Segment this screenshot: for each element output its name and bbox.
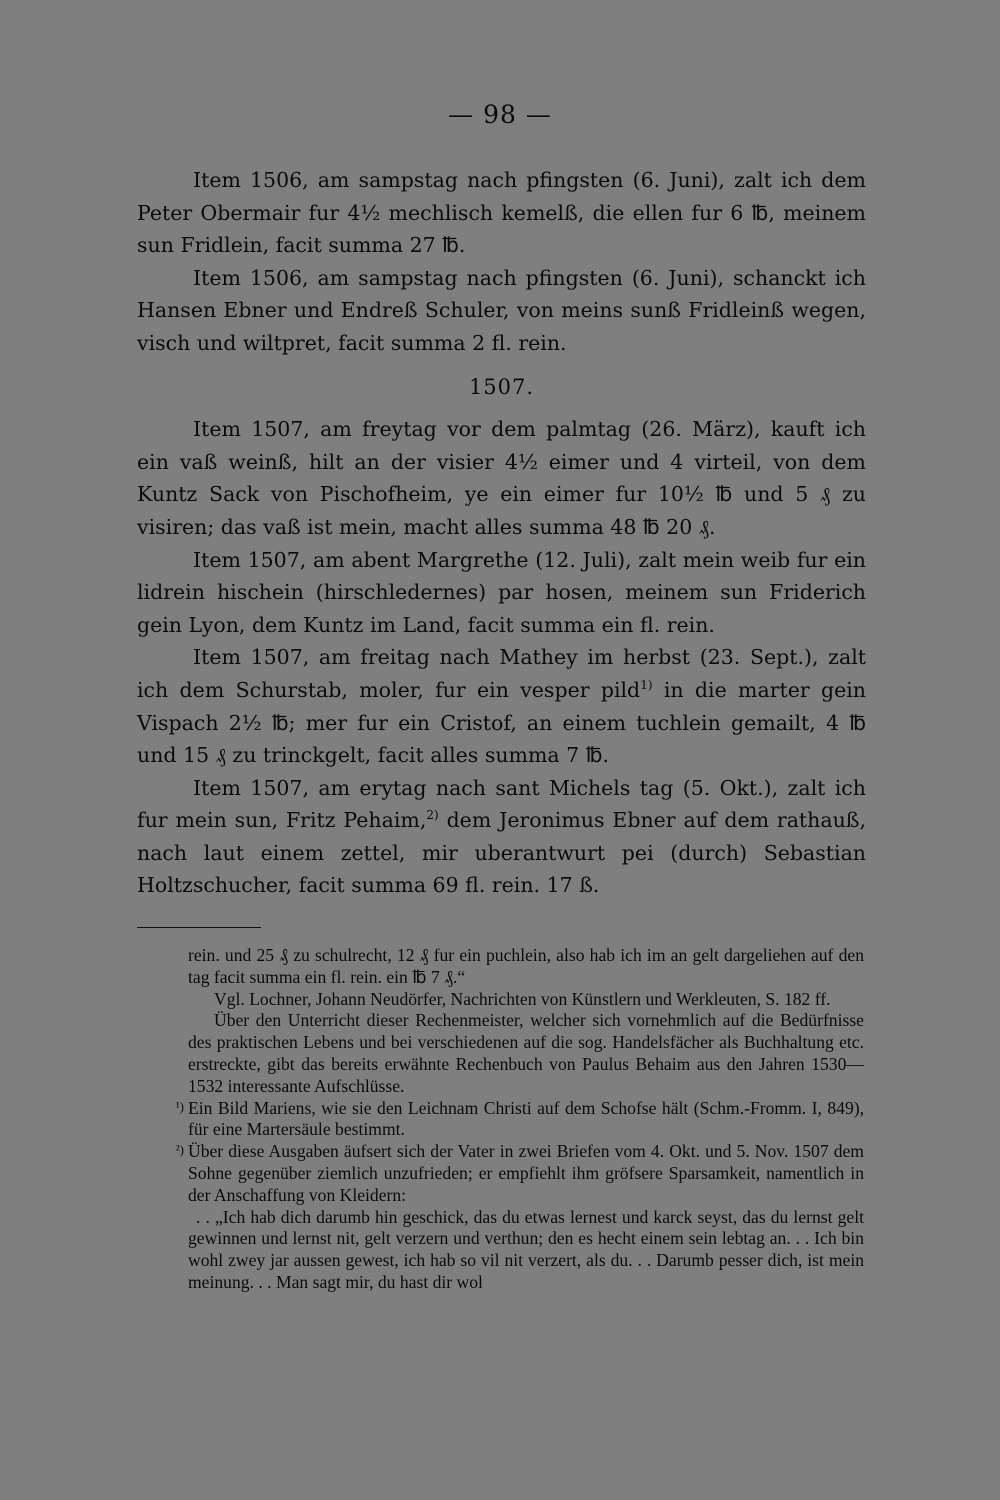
entry-text: Item 1507, am freitag nach Mathey im herbst (23. Sept.), zalt ich dem Schurstab, moler, fur ein vesper pild [137, 645, 866, 702]
entry-1507-b: Item 1507, am abent Margrethe (12. Juli), zalt mein weib fur ein lidrein hischein (hirschledernes) par hosen, meinem sun Friderich gein Lyon, dem Kuntz im Land, facit summa ein fl. rein. [137, 547, 866, 637]
footnote-1-text: Ein Bild Mariens, wie sie den Leichnam Christi auf dem Schofse hält (Schm.-Fromm. I, 849), für eine Martersäule bestimmt. [188, 1097, 864, 1140]
footnotes [175, 945, 864, 1294]
footnote-2-quote: . . „Ich hab dich darumb hin geschick, das du etwas lernest und karck seyst, das du lernst gelt gewinnen und lernst nit, gelt verzern und verthun; den es hecht einem sein lebtag an. . . Ich bin wohl zwey jar aussen gewest, ich hab so vil nit verzert, als du. . . Darumb pesser dich, ist mein meinung. . . Man sagt mir, du hast dir wol [188, 1206, 864, 1292]
entry-1507-a: Item 1507, am freytag vor dem palmtag (26. März), kauft ich ein vaß weinß, hilt an der visier 4½ eimer und 4 virteil, von dem Kuntz Sack von Pischofheim, ye ein eimer fur 10½ ℔ und 5 ₰ zu visiren; das vaß ist mein, macht alles summa 48 ℔ 20 ₰. [137, 417, 866, 539]
footnote-2-mark: ²) [175, 1142, 184, 1158]
entry-text: Item 1507, am erytag nach sant Michels tag (5. Okt.), zalt ich fur mein sun, Fritz Pehaim, [137, 775, 866, 833]
footnote-2-text: Über diese Ausgaben äufsert sich der Vater in zwei Briefen vom 4. Okt. und 5. Nov. 1507 dem Sohne gegenüber ziemlich unzufrieden; er empfiehlt ihm gröfsere Sparsamkeit, namentlich in der Anschaffung von Kleidern: [188, 1141, 864, 1205]
entry-1507-c [137, 641, 866, 771]
footnote-1 [175, 1097, 864, 1142]
main-text [137, 164, 866, 902]
entry-1506-a: Item 1506, am sampstag nach pfingsten (6. Juni), zalt ich dem Peter Obermair fur 4½ mechlisch kemelß, die ellen fur 6 ℔, meinem sun Fridlein, facit summa 27 ℔. [137, 168, 866, 258]
footnote-rule [137, 927, 261, 928]
entry-text: dem Jeronimus Ebner auf dem rathauß, nach laut einem zettel, mir uberantwurt pei (durch) Sebastian Holtzschucher, facit summa 69 fl. rein. 17 ß. [137, 808, 866, 898]
page-number: — 98 — [448, 100, 552, 129]
entry-1506-b: Item 1506, am sampstag nach pfingsten (6. Juni), schanckt ich Hansen Ebner und Endreß Schuler, von meins sunß Fridleinß wegen, visch und wiltpret, facit summa 2 fl. rein. [137, 265, 866, 355]
footnote-ref-2: 2) [426, 808, 439, 823]
footnote-unterricht: Über den Unterricht dieser Rechenmeister, welcher sich vornehmlich auf die Bedürfnisse des praktischen Lebens und bei verschiedenen auf die sog. Handelsfächer als Buchhaltung etc. erstreckte, gibt das bereits erwähnte Rechenbuch von Paulus Behaim aus den Jahren 1530—1532 interessante Aufschlüsse. [188, 1010, 864, 1096]
entry-text: in die marter gein Vispach 2½ ℔; mer fur ein Cristof, an einem tuchlein gemailt, 4 ℔ und 15 ₰ zu trinckgelt, facit alles summa 7 ℔. [137, 677, 867, 768]
entry-1507-d [137, 772, 866, 902]
footnote-1-mark: ¹) [175, 1098, 184, 1114]
footnote-continuation: rein. und 25 ₰ zu schulrecht, 12 ₰ fur ein puchlein, also hab ich im an gelt dargeliehen auf den tag facit summa ein fl. rein. ein ℔ 7 ₰.“ [188, 945, 864, 987]
footnote-vgl: Vgl. Lochner, Johann Neudörfer, Nachrichten von Künstlern und Werkleuten, S. 182 ff. [214, 988, 831, 1009]
year-heading: 1507. [468, 374, 535, 399]
footnote-2 [175, 1141, 864, 1206]
footnote-ref-1: 1) [640, 678, 653, 693]
